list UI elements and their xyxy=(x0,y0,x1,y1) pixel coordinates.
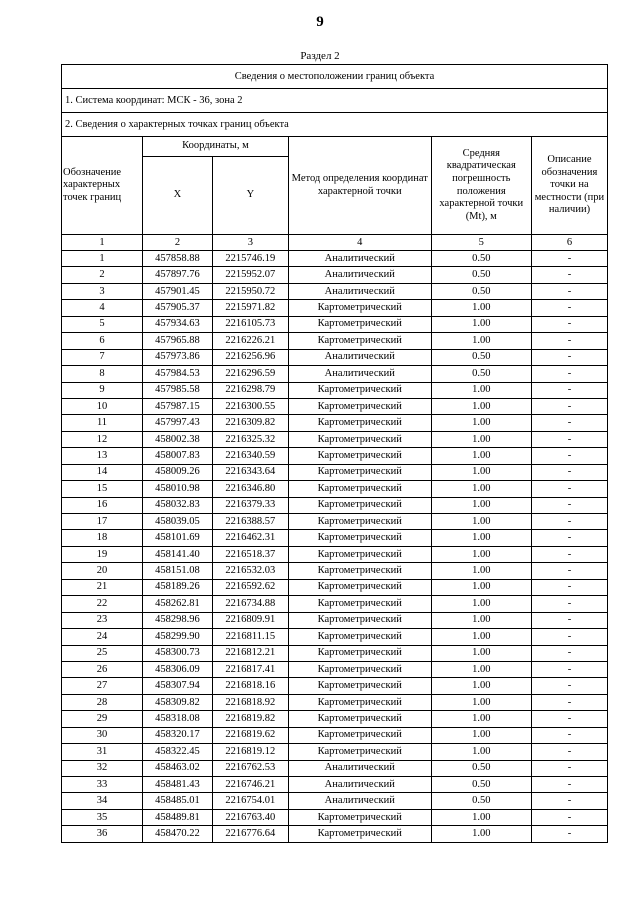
point-number: 19 xyxy=(62,546,143,562)
coord-y: 2216818.92 xyxy=(212,694,288,710)
method: Картометрический xyxy=(288,596,431,612)
point-number: 31 xyxy=(62,744,143,760)
point-number: 7 xyxy=(62,349,143,365)
coord-y: 2216309.82 xyxy=(212,415,288,431)
page-number: 9 xyxy=(316,14,324,30)
table-row xyxy=(62,300,608,316)
description: - xyxy=(531,678,607,694)
coord-x: 457987.15 xyxy=(143,398,213,414)
coord-x: 458306.09 xyxy=(143,661,213,677)
method: Картометрический xyxy=(288,612,431,628)
header-coordinates: Координаты, м xyxy=(143,137,289,157)
table-row xyxy=(62,711,608,727)
table-row xyxy=(62,546,608,562)
point-number: 8 xyxy=(62,366,143,382)
coord-y: 2216746.21 xyxy=(212,777,288,793)
coord-x: 458262.81 xyxy=(143,596,213,612)
point-number: 6 xyxy=(62,333,143,349)
coord-x: 458009.26 xyxy=(143,464,213,480)
table-row xyxy=(62,316,608,332)
coord-y: 2216811.15 xyxy=(212,629,288,645)
method: Картометрический xyxy=(288,546,431,562)
point-number: 5 xyxy=(62,316,143,332)
accuracy: 1.00 xyxy=(431,612,531,628)
method: Картометрический xyxy=(288,711,431,727)
description: - xyxy=(531,711,607,727)
method: Картометрический xyxy=(288,694,431,710)
coord-y: 2216532.03 xyxy=(212,563,288,579)
description: - xyxy=(531,464,607,480)
accuracy: 1.00 xyxy=(431,300,531,316)
coord-x: 458007.83 xyxy=(143,448,213,464)
point-number: 34 xyxy=(62,793,143,809)
description: - xyxy=(531,760,607,776)
point-number: 22 xyxy=(62,596,143,612)
column-number: 2 xyxy=(143,235,213,251)
accuracy: 1.00 xyxy=(431,316,531,332)
accuracy: 1.00 xyxy=(431,382,531,398)
accuracy: 0.50 xyxy=(431,251,531,267)
coord-y: 2215971.82 xyxy=(212,300,288,316)
accuracy: 1.00 xyxy=(431,497,531,513)
method: Картометрический xyxy=(288,727,431,743)
accuracy: 1.00 xyxy=(431,333,531,349)
table-row xyxy=(62,629,608,645)
method: Картометрический xyxy=(288,382,431,398)
coord-y: 2216734.88 xyxy=(212,596,288,612)
coord-x: 457901.45 xyxy=(143,283,213,299)
section-title: Раздел 2 xyxy=(300,50,340,62)
method: Картометрический xyxy=(288,448,431,464)
coord-x: 457858.88 xyxy=(143,251,213,267)
point-number: 23 xyxy=(62,612,143,628)
table-row xyxy=(62,398,608,414)
method: Картометрический xyxy=(288,645,431,661)
method: Картометрический xyxy=(288,629,431,645)
accuracy: 1.00 xyxy=(431,464,531,480)
table-row xyxy=(62,596,608,612)
method: Картометрический xyxy=(288,415,431,431)
method: Картометрический xyxy=(288,809,431,825)
accuracy: 1.00 xyxy=(431,645,531,661)
boundary-points-table xyxy=(61,64,608,843)
description: - xyxy=(531,283,607,299)
description: - xyxy=(531,793,607,809)
coord-y: 2216346.80 xyxy=(212,481,288,497)
coord-y: 2216819.62 xyxy=(212,727,288,743)
table-row xyxy=(62,415,608,431)
description: - xyxy=(531,661,607,677)
table-row xyxy=(62,645,608,661)
method: Картометрический xyxy=(288,481,431,497)
coord-y: 2216256.96 xyxy=(212,349,288,365)
description: - xyxy=(531,366,607,382)
description: - xyxy=(531,612,607,628)
description: - xyxy=(531,563,607,579)
description: - xyxy=(531,546,607,562)
table-row xyxy=(62,333,608,349)
point-number: 2 xyxy=(62,267,143,283)
accuracy: 0.50 xyxy=(431,760,531,776)
table-row xyxy=(62,777,608,793)
accuracy: 1.00 xyxy=(431,579,531,595)
point-number: 27 xyxy=(62,678,143,694)
coord-y: 2216300.55 xyxy=(212,398,288,414)
column-number: 6 xyxy=(531,235,607,251)
coord-x: 458039.05 xyxy=(143,514,213,530)
method: Аналитический xyxy=(288,760,431,776)
coord-x: 458481.43 xyxy=(143,777,213,793)
coord-y: 2216763.40 xyxy=(212,809,288,825)
accuracy: 1.00 xyxy=(431,514,531,530)
column-number: 5 xyxy=(431,235,531,251)
table-row xyxy=(62,793,608,809)
table-row xyxy=(62,760,608,776)
coord-y: 2216819.12 xyxy=(212,744,288,760)
coord-x: 457965.88 xyxy=(143,333,213,349)
accuracy: 1.00 xyxy=(431,563,531,579)
coord-x: 458151.08 xyxy=(143,563,213,579)
accuracy: 1.00 xyxy=(431,530,531,546)
coord-x: 458299.90 xyxy=(143,629,213,645)
accuracy: 1.00 xyxy=(431,826,531,842)
description: - xyxy=(531,579,607,595)
coord-x: 458320.17 xyxy=(143,727,213,743)
table-row xyxy=(62,514,608,530)
table-row xyxy=(62,382,608,398)
header-description: Описание обозначения точки на местности (при наличии) xyxy=(531,137,607,235)
coord-y: 2216754.01 xyxy=(212,793,288,809)
description: - xyxy=(531,744,607,760)
table-row xyxy=(62,579,608,595)
table-row xyxy=(62,826,608,842)
coord-x: 457997.43 xyxy=(143,415,213,431)
coordinate-system: 1. Система координат: МСК - 36, зона 2 xyxy=(62,89,608,113)
point-number: 15 xyxy=(62,481,143,497)
point-number: 3 xyxy=(62,283,143,299)
description: - xyxy=(531,431,607,447)
coord-y: 2216325.32 xyxy=(212,431,288,447)
point-number: 26 xyxy=(62,661,143,677)
point-number: 14 xyxy=(62,464,143,480)
point-number: 35 xyxy=(62,809,143,825)
table-row xyxy=(62,448,608,464)
description: - xyxy=(531,826,607,842)
accuracy: 0.50 xyxy=(431,366,531,382)
method: Аналитический xyxy=(288,793,431,809)
point-number: 21 xyxy=(62,579,143,595)
coord-x: 457905.37 xyxy=(143,300,213,316)
coord-x: 458322.45 xyxy=(143,744,213,760)
method: Картометрический xyxy=(288,464,431,480)
table-row xyxy=(62,431,608,447)
coord-y: 2216818.16 xyxy=(212,678,288,694)
point-number: 1 xyxy=(62,251,143,267)
description: - xyxy=(531,333,607,349)
coord-x: 458470.22 xyxy=(143,826,213,842)
method: Аналитический xyxy=(288,267,431,283)
coord-y: 2215746.19 xyxy=(212,251,288,267)
description: - xyxy=(531,727,607,743)
coord-x: 458101.69 xyxy=(143,530,213,546)
table-row xyxy=(62,530,608,546)
coord-x: 458189.26 xyxy=(143,579,213,595)
description: - xyxy=(531,316,607,332)
coord-x: 458010.98 xyxy=(143,481,213,497)
point-number: 36 xyxy=(62,826,143,842)
method: Аналитический xyxy=(288,251,431,267)
coord-x: 458307.94 xyxy=(143,678,213,694)
table-row xyxy=(62,727,608,743)
coord-y: 2215952.07 xyxy=(212,267,288,283)
description: - xyxy=(531,530,607,546)
table-row xyxy=(62,809,608,825)
description: - xyxy=(531,645,607,661)
header-y: Y xyxy=(212,157,288,235)
accuracy: 1.00 xyxy=(431,398,531,414)
table-row xyxy=(62,563,608,579)
point-number: 9 xyxy=(62,382,143,398)
description: - xyxy=(531,777,607,793)
coord-y: 2216518.37 xyxy=(212,546,288,562)
method: Аналитический xyxy=(288,283,431,299)
coord-x: 458032.83 xyxy=(143,497,213,513)
point-number: 4 xyxy=(62,300,143,316)
description: - xyxy=(531,694,607,710)
header-designation: Обозначение характерных точек границ xyxy=(62,137,143,235)
point-number: 32 xyxy=(62,760,143,776)
table-row xyxy=(62,464,608,480)
point-number: 24 xyxy=(62,629,143,645)
coord-y: 2216296.59 xyxy=(212,366,288,382)
table-row xyxy=(62,267,608,283)
point-number: 28 xyxy=(62,694,143,710)
method: Картометрический xyxy=(288,316,431,332)
coord-y: 2216226.21 xyxy=(212,333,288,349)
point-number: 17 xyxy=(62,514,143,530)
method: Картометрический xyxy=(288,530,431,546)
method: Картометрический xyxy=(288,661,431,677)
coord-y: 2216298.79 xyxy=(212,382,288,398)
accuracy: 1.00 xyxy=(431,431,531,447)
coord-y: 2216388.57 xyxy=(212,514,288,530)
coord-x: 457985.58 xyxy=(143,382,213,398)
coord-y: 2216819.82 xyxy=(212,711,288,727)
coord-y: 2216762.53 xyxy=(212,760,288,776)
accuracy: 1.00 xyxy=(431,629,531,645)
accuracy: 1.00 xyxy=(431,711,531,727)
coord-y: 2216809.91 xyxy=(212,612,288,628)
accuracy: 1.00 xyxy=(431,546,531,562)
description: - xyxy=(531,415,607,431)
method: Картометрический xyxy=(288,678,431,694)
coord-y: 2216817.41 xyxy=(212,661,288,677)
coord-y: 2216462.31 xyxy=(212,530,288,546)
coord-x: 458309.82 xyxy=(143,694,213,710)
description: - xyxy=(531,448,607,464)
accuracy: 1.00 xyxy=(431,678,531,694)
description: - xyxy=(531,514,607,530)
point-number: 13 xyxy=(62,448,143,464)
point-number: 10 xyxy=(62,398,143,414)
description: - xyxy=(531,481,607,497)
table-row xyxy=(62,251,608,267)
method: Аналитический xyxy=(288,349,431,365)
coord-x: 458489.81 xyxy=(143,809,213,825)
accuracy: 1.00 xyxy=(431,415,531,431)
table-row xyxy=(62,497,608,513)
coord-x: 457897.76 xyxy=(143,267,213,283)
accuracy: 0.50 xyxy=(431,283,531,299)
column-number: 4 xyxy=(288,235,431,251)
coord-y: 2216343.64 xyxy=(212,464,288,480)
point-number: 18 xyxy=(62,530,143,546)
point-number: 30 xyxy=(62,727,143,743)
accuracy: 0.50 xyxy=(431,777,531,793)
table-row xyxy=(62,283,608,299)
column-number: 1 xyxy=(62,235,143,251)
coord-y: 2216105.73 xyxy=(212,316,288,332)
coord-x: 458485.01 xyxy=(143,793,213,809)
coord-y: 2216379.33 xyxy=(212,497,288,513)
accuracy: 1.00 xyxy=(431,661,531,677)
method: Аналитический xyxy=(288,366,431,382)
point-number: 16 xyxy=(62,497,143,513)
header-accuracy: Средняя квадратическая погрешность положения характерной точки (Mt), м xyxy=(431,137,531,235)
table-row xyxy=(62,481,608,497)
coord-x: 458298.96 xyxy=(143,612,213,628)
column-number: 3 xyxy=(212,235,288,251)
point-number: 11 xyxy=(62,415,143,431)
point-number: 29 xyxy=(62,711,143,727)
coord-x: 458002.38 xyxy=(143,431,213,447)
method: Аналитический xyxy=(288,777,431,793)
method: Картометрический xyxy=(288,826,431,842)
method: Картометрический xyxy=(288,563,431,579)
table-row xyxy=(62,661,608,677)
description: - xyxy=(531,596,607,612)
accuracy: 0.50 xyxy=(431,793,531,809)
table-row xyxy=(62,694,608,710)
coord-x: 457973.86 xyxy=(143,349,213,365)
coord-x: 458141.40 xyxy=(143,546,213,562)
coord-y: 2216340.59 xyxy=(212,448,288,464)
point-number: 20 xyxy=(62,563,143,579)
method: Картометрический xyxy=(288,579,431,595)
description: - xyxy=(531,382,607,398)
accuracy: 1.00 xyxy=(431,596,531,612)
accuracy: 1.00 xyxy=(431,809,531,825)
point-number: 25 xyxy=(62,645,143,661)
table-row xyxy=(62,349,608,365)
description: - xyxy=(531,267,607,283)
description: - xyxy=(531,398,607,414)
description: - xyxy=(531,251,607,267)
coord-x: 458300.73 xyxy=(143,645,213,661)
points-section-title: 2. Сведения о характерных точках границ объекта xyxy=(62,113,608,137)
accuracy: 1.00 xyxy=(431,481,531,497)
coord-x: 458318.08 xyxy=(143,711,213,727)
method: Картометрический xyxy=(288,431,431,447)
coord-x: 457934.63 xyxy=(143,316,213,332)
coord-y: 2215950.72 xyxy=(212,283,288,299)
method: Картометрический xyxy=(288,333,431,349)
method: Картометрический xyxy=(288,398,431,414)
method: Картометрический xyxy=(288,497,431,513)
header-method: Метод определения координат характерной точки xyxy=(288,137,431,235)
accuracy: 1.00 xyxy=(431,744,531,760)
description: - xyxy=(531,349,607,365)
table-row xyxy=(62,744,608,760)
table-title: Сведения о местоположении границ объекта xyxy=(62,65,608,89)
description: - xyxy=(531,300,607,316)
point-number: 33 xyxy=(62,777,143,793)
accuracy: 1.00 xyxy=(431,694,531,710)
table-row xyxy=(62,366,608,382)
accuracy: 0.50 xyxy=(431,349,531,365)
description: - xyxy=(531,809,607,825)
coord-x: 457984.53 xyxy=(143,366,213,382)
column-numbers-row xyxy=(62,235,608,251)
accuracy: 1.00 xyxy=(431,448,531,464)
header-x: X xyxy=(143,157,213,235)
coord-y: 2216812.21 xyxy=(212,645,288,661)
point-number: 12 xyxy=(62,431,143,447)
accuracy: 1.00 xyxy=(431,727,531,743)
table-row xyxy=(62,612,608,628)
coord-y: 2216776.64 xyxy=(212,826,288,842)
coord-y: 2216592.62 xyxy=(212,579,288,595)
accuracy: 0.50 xyxy=(431,267,531,283)
coord-x: 458463.02 xyxy=(143,760,213,776)
method: Картометрический xyxy=(288,514,431,530)
description: - xyxy=(531,629,607,645)
method: Картометрический xyxy=(288,300,431,316)
method: Картометрический xyxy=(288,744,431,760)
table-row xyxy=(62,678,608,694)
description: - xyxy=(531,497,607,513)
